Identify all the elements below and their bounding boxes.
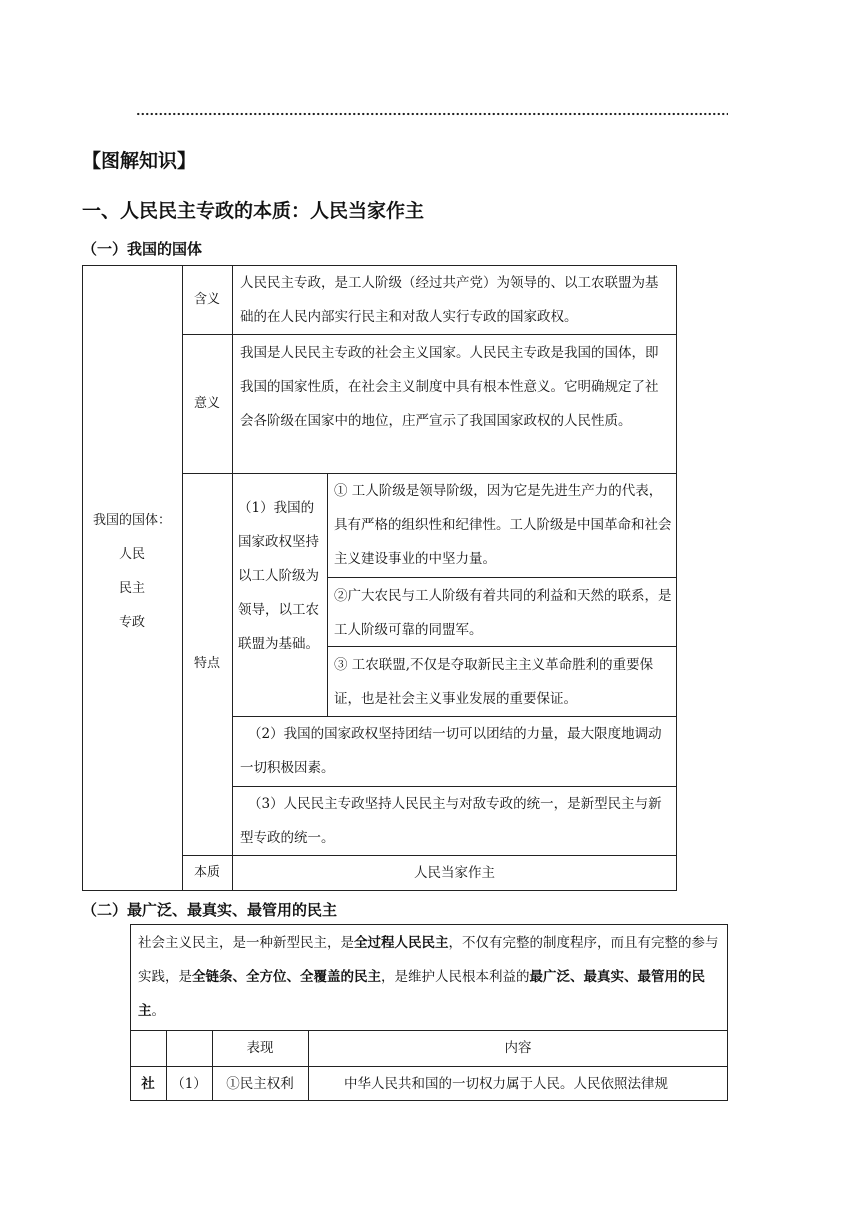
label-line: 我国的国体： <box>92 513 171 528</box>
essence-label: 本质 <box>193 865 220 880</box>
feature1-point-2: ②广大农民与工人阶级有着共同的利益和天然的联系，是工人阶级可靠的同盟军。 <box>334 588 672 638</box>
significance-label: 意义 <box>193 396 220 411</box>
feature2-text: （2）我国的国家政权坚持团结一切可以团结的力量，最大限度地调动一切积极因素。 <box>240 726 662 776</box>
significance-text: 我国是人民民主专政的社会主义国家。人民民主专政是我国的国体，即我国的国家性质，在社会主义制度中具有根本性意义。它明确规定了社会各阶级在国家中的地位，庄严宣示了我国国家政权的人民性质。 <box>240 345 659 429</box>
feature1-point-1: ① 工人阶级是领导阶级，因为它是先进生产力的代表，具有严格的组织性和纪律性。工人阶级是中国革命和社会主义建设事业的中坚力量。 <box>334 483 672 567</box>
intro-emphasis: 全过程人民民主 <box>354 935 449 951</box>
feature1-intro: （1）我国的国家政权坚持以工人阶级为领导，以工农联盟为基础。 <box>238 500 319 652</box>
feature1-point-3: ③ 工农联盟,不仅是夺取新民主主义革命胜利的重要保证，也是社会主义事业发展的重要保证。 <box>334 657 654 707</box>
intro-emphasis: 全链条、全方位、全覆盖的民主 <box>192 969 381 985</box>
header-performance: 表现 <box>246 1040 274 1056</box>
intro-text: ，不仅有完整的制度程序，而且有完整的参与实践，是 <box>138 935 719 985</box>
democracy-intro <box>138 926 722 1028</box>
section-tag-heading: 【图解知识】 <box>82 150 197 172</box>
row1-col2: （1） <box>171 1076 207 1092</box>
meaning-label: 含义 <box>193 292 220 307</box>
subsection-two-heading: （二）最广泛、最真实、最管用的民主 <box>82 901 338 919</box>
label-line: 专政 <box>118 615 145 630</box>
state-system-label <box>84 504 180 640</box>
features-label: 特点 <box>193 656 220 671</box>
essence-text: 人民当家作主 <box>414 865 495 881</box>
intro-text: 。 <box>151 1003 165 1019</box>
subsection-one-heading: （一）我国的国体 <box>82 240 203 258</box>
dotted-separator <box>136 112 728 116</box>
row1-col3: ①民主权利 <box>226 1076 294 1092</box>
meaning-text: 人民民主专政，是工人阶级（经过共产党）为领导的、以工农联盟为基础的在人民内部实行民主和对敌人实行专政的国家政权。 <box>240 275 659 325</box>
label-line: 人民 <box>118 547 145 562</box>
row1-col1: 社 <box>141 1076 155 1092</box>
intro-text: 社会主义民主，是一种新型民主，是 <box>138 935 354 951</box>
intro-emphasis: 最广泛、最真实、最管用的民主 <box>138 969 705 1019</box>
row1-col4: 中华人民共和国的一切权力属于人民。人民依照法律规 <box>344 1076 668 1092</box>
feature3-text: （3）人民民主专政坚持人民民主与对敌专政的统一，是新型民主与新型专政的统一。 <box>240 796 662 846</box>
label-line: 民主 <box>118 581 145 596</box>
intro-text: ，是维护人民根本利益的 <box>381 969 530 985</box>
section-one-heading: 一、人民民主专政的本质：人民当家作主 <box>82 200 425 222</box>
header-content: 内容 <box>504 1040 532 1056</box>
